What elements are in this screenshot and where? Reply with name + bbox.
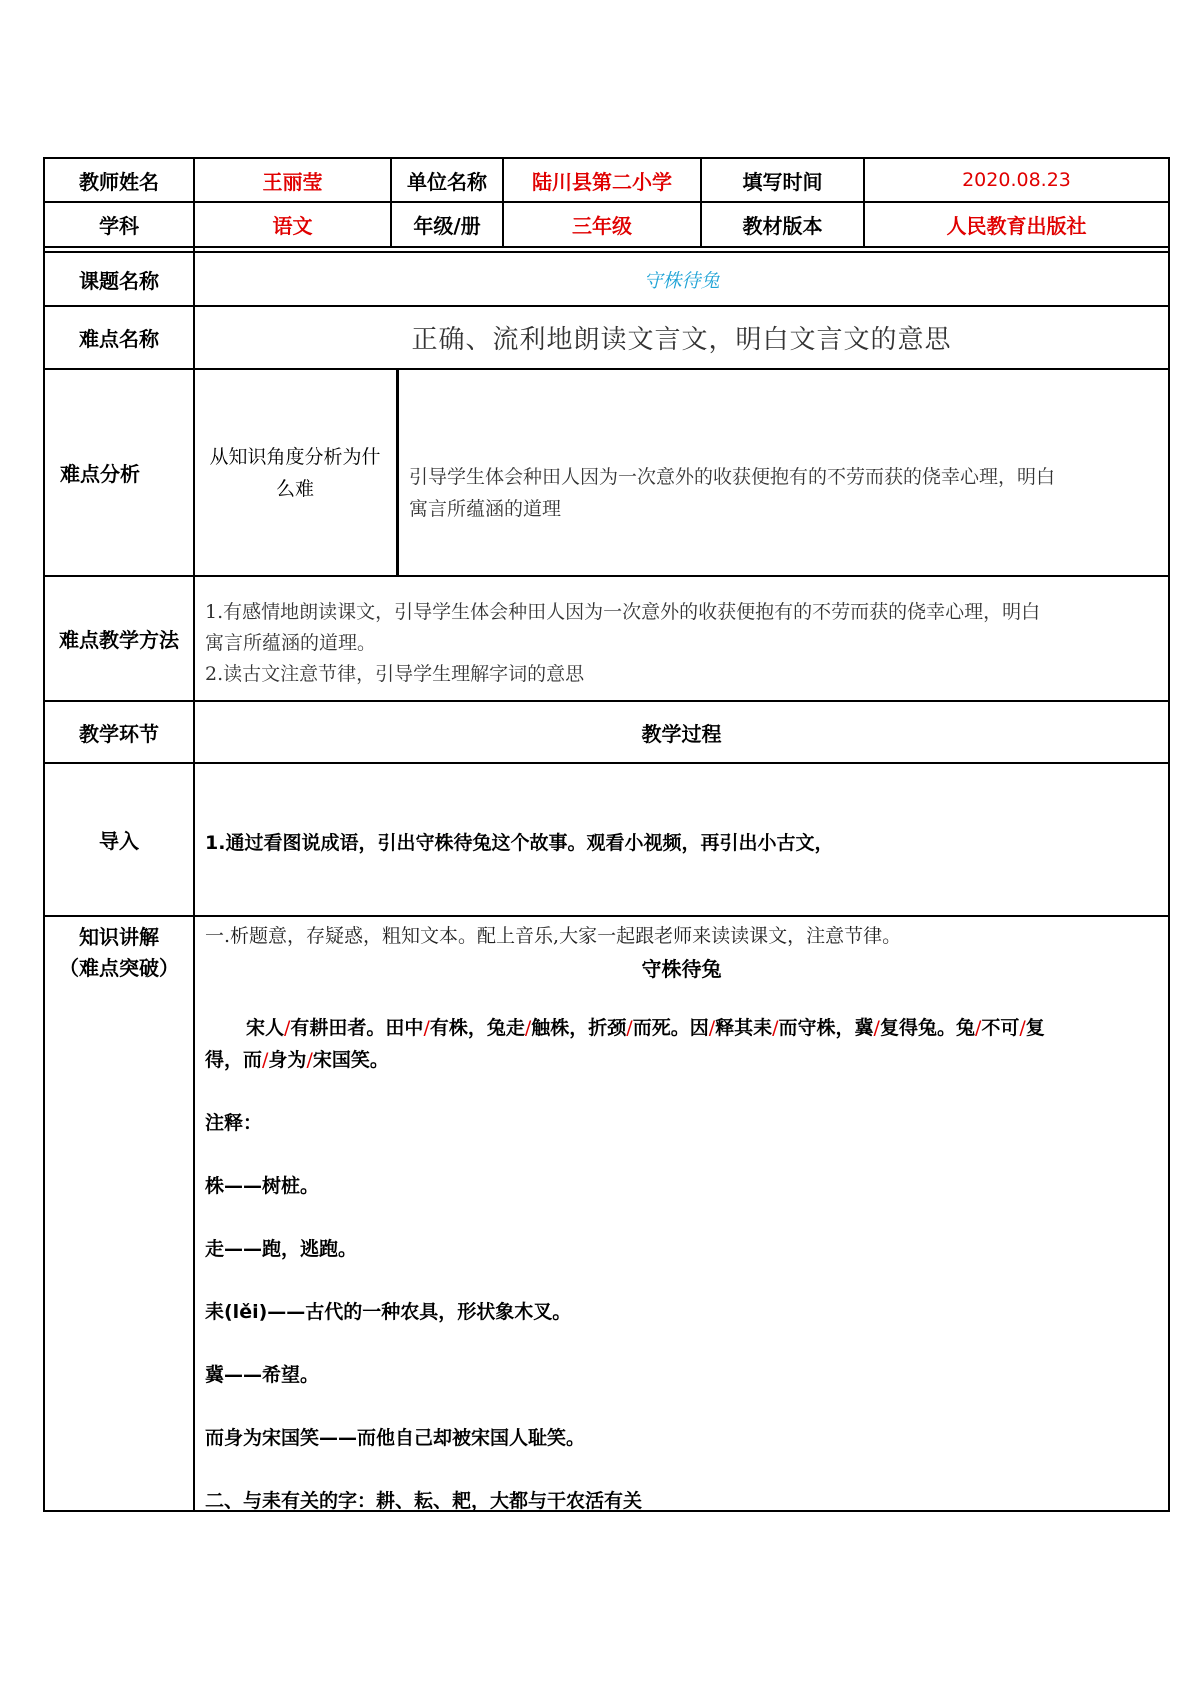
subject-label: 学科	[99, 214, 139, 238]
pause-slash: /	[974, 1017, 982, 1039]
unit-label: 单位名称	[407, 169, 487, 194]
table-border	[43, 246, 1170, 248]
poem-line	[205, 1045, 389, 1072]
grade-label: 年级/册	[413, 214, 481, 238]
knowledge-label: （难点突破）	[59, 955, 179, 980]
section-2: 二、与耒有关的字：耕、耘、耙，大都与干农活有关	[205, 1490, 643, 1512]
note-item: 而身为宋国笑——而他自己却被宋国人耻笑。	[205, 1427, 586, 1449]
note-item: 株——树桩。	[205, 1175, 320, 1197]
table-border	[43, 762, 1170, 764]
pause-slash: /	[1019, 1017, 1026, 1039]
note-item: 走——跑，逃跑。	[205, 1238, 358, 1260]
method-line: 寓言所蕴涵的道理。	[205, 632, 377, 654]
poem-segment: 宋国笑。	[312, 1049, 389, 1071]
unit-value: 陆川县第二小学	[532, 169, 672, 194]
pause-slash: /	[284, 1017, 291, 1039]
poem-line	[246, 1013, 1045, 1040]
poem-segment: 得，而	[205, 1049, 263, 1071]
poem-segment: 身为	[268, 1049, 307, 1071]
difficulty-label: 难点名称	[79, 327, 159, 351]
pause-slash: /	[626, 1017, 633, 1039]
edition-label: 教材版本	[742, 214, 823, 238]
intro-value: 1.通过看图说成语，引出守株待兔这个故事。观看小视频，再引出小古文，	[205, 832, 834, 854]
poem-segment: 复得兔。兔	[879, 1017, 975, 1039]
table-border	[43, 575, 1170, 577]
edition-value: 人民教育出版社	[946, 214, 1087, 238]
table-border	[43, 915, 1170, 917]
pause-slash: /	[423, 1017, 430, 1039]
poem-segment: 触株，折颈	[531, 1017, 627, 1039]
poem-segment: 有耕田者。田中	[290, 1017, 424, 1039]
pause-slash: /	[708, 1017, 716, 1039]
date-label: 填写时间	[742, 169, 823, 194]
note-item: 耒(lěi)——古代的一种农具，形状象木叉。	[205, 1301, 572, 1323]
pause-slash: /	[262, 1049, 269, 1071]
poem-segment: 不可	[981, 1017, 1020, 1039]
teacher-label: 教师姓名	[79, 169, 159, 194]
poem-segment: 而死。因	[632, 1017, 709, 1039]
pause-slash: /	[873, 1017, 880, 1039]
topic-value: 守株待兔	[643, 269, 720, 292]
poem-segment: 复	[1025, 1017, 1045, 1039]
knowledge-intro-line: 一.析题意，存疑惑，粗知文本。配上音乐,大家一起跟老师来读读课文，注意节律。	[205, 925, 902, 947]
date-value: 2020.08.23	[962, 169, 1071, 191]
difficulty-value: 正确、流利地朗读文言文，明白文言文的意思	[411, 325, 952, 355]
subject-value: 语文	[272, 214, 313, 238]
pause-slash: /	[772, 1017, 779, 1039]
knowledge-label: 知识讲解	[79, 924, 159, 949]
notes-title: 注释：	[205, 1112, 263, 1134]
note-item: 冀——希望。	[205, 1364, 320, 1386]
analysis-line: 寓言所蕴涵的道理	[409, 498, 562, 520]
poem-segment: 有株，兔走	[429, 1017, 525, 1039]
analysis-sub-label: 从知识角度分析为什么难	[209, 446, 381, 500]
process-label: 教学环节	[79, 721, 159, 746]
process-value: 教学过程	[641, 721, 722, 746]
grade-value: 三年级	[572, 214, 632, 238]
method-line: 2.读古文注意节律，引导学生理解字词的意思	[205, 663, 585, 685]
poem-segment: 释其耒	[715, 1017, 773, 1039]
method-line: 1.有感情地朗读课文，引导学生体会种田人因为一次意外的收获便抱有的不劳而获的侥幸心理，明白	[205, 601, 1041, 623]
pause-slash: /	[524, 1017, 532, 1039]
intro-label: 导入	[99, 829, 139, 853]
poem-segment: 宋人	[246, 1017, 285, 1039]
pause-slash: /	[306, 1049, 313, 1071]
table-border	[43, 368, 1170, 370]
teacher-value: 王丽莹	[262, 169, 323, 194]
analysis-line: 引导学生体会种田人因为一次意外的收获便抱有的不劳而获的侥幸心理，明白	[409, 466, 1056, 488]
table-border	[396, 368, 399, 577]
method-label: 难点教学方法	[59, 628, 179, 652]
poem-segment: 而守株，冀	[778, 1017, 874, 1039]
table-border	[1168, 157, 1170, 1512]
analysis-label: 难点分析	[60, 462, 140, 486]
poem-title: 守株待兔	[641, 956, 722, 981]
topic-label: 课题名称	[79, 268, 159, 293]
